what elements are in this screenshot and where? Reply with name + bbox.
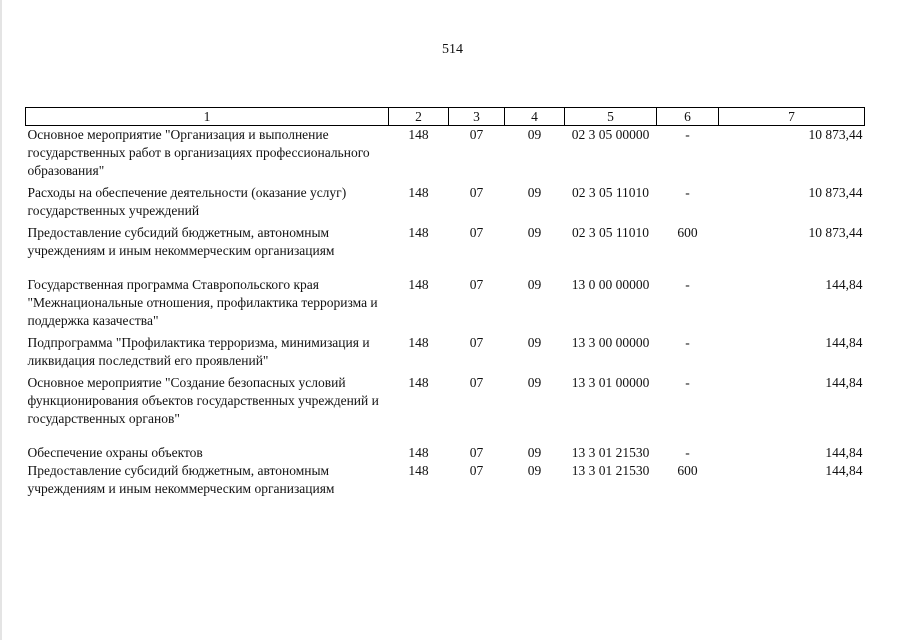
- table-row: [26, 184, 865, 220]
- row-ministry-code: 148: [408, 277, 429, 292]
- row-expense-type: -: [685, 185, 690, 200]
- column-header: 1: [26, 108, 389, 126]
- row-ministry-code: 148: [408, 335, 429, 350]
- column-header: 3: [449, 108, 505, 126]
- row-target-article: 13 3 01 21530: [571, 445, 650, 460]
- row-amount: 144,84: [825, 277, 863, 292]
- row-subsection: 09: [527, 185, 542, 200]
- row-ministry-code: 148: [408, 225, 429, 240]
- column-header: 5: [565, 108, 657, 126]
- row-section: 07: [469, 463, 484, 478]
- row-target-article: 13 0 00 00000: [571, 277, 650, 292]
- table-header-row: [26, 108, 865, 126]
- row-ministry-code: 148: [408, 185, 429, 200]
- row-expense-type: -: [685, 127, 690, 142]
- row-section: 07: [469, 375, 484, 390]
- row-subsection: 09: [527, 445, 542, 460]
- row-name: Государственная программа Ставропольского края "Межнациональные отношения, профилактика терроризма и поддержка казачества": [27, 277, 378, 328]
- budget-table: [25, 107, 865, 498]
- column-header: 7: [719, 108, 865, 126]
- row-target-article: 13 3 01 00000: [571, 375, 650, 390]
- column-header: 6: [657, 108, 719, 126]
- row-section: 07: [469, 127, 484, 142]
- row-expense-type: -: [685, 445, 690, 460]
- row-amount: 144,84: [825, 335, 863, 350]
- row-expense-type: -: [685, 277, 690, 292]
- row-target-article: 13 3 00 00000: [571, 335, 650, 350]
- page-left-edge: [0, 0, 2, 640]
- table-row: [26, 276, 865, 330]
- row-ministry-code: 148: [408, 127, 429, 142]
- row-name: Основное мероприятие "Организация и выполнение государственных работ в организациях профессионального образования": [27, 127, 370, 178]
- row-name: Обеспечение охраны объектов: [27, 445, 203, 460]
- row-expense-type: 600: [677, 225, 698, 240]
- row-section: 07: [469, 445, 484, 460]
- row-amount: 10 873,44: [808, 225, 863, 240]
- row-section: 07: [469, 335, 484, 350]
- row-name: Подпрограмма "Профилактика терроризма, минимизация и ликвидация последствий его проявлений": [27, 335, 370, 368]
- row-expense-type: 600: [677, 463, 698, 478]
- row-section: 07: [469, 185, 484, 200]
- table-row: [26, 462, 865, 498]
- row-section: 07: [469, 277, 484, 292]
- row-ministry-code: 148: [408, 375, 429, 390]
- table-row: [26, 126, 865, 181]
- row-ministry-code: 148: [408, 445, 429, 460]
- row-expense-type: -: [685, 375, 690, 390]
- row-name: Основное мероприятие "Создание безопасных условий функционирования объектов государственных учреждений и государственных органов": [27, 375, 379, 426]
- row-expense-type: -: [685, 335, 690, 350]
- row-amount: 144,84: [825, 375, 863, 390]
- row-subsection: 09: [527, 277, 542, 292]
- row-section: 07: [469, 225, 484, 240]
- table-row: [26, 224, 865, 260]
- row-name: Предоставление субсидий бюджетным, автономным учреждениям и иным некоммерческим организациям: [27, 463, 335, 496]
- row-target-article: 13 3 01 21530: [571, 463, 650, 478]
- page-number: 514: [442, 42, 463, 57]
- row-subsection: 09: [527, 225, 542, 240]
- table-row: [26, 334, 865, 370]
- row-subsection: 09: [527, 335, 542, 350]
- row-target-article: 02 3 05 00000: [571, 127, 650, 142]
- row-subsection: 09: [527, 375, 542, 390]
- row-amount: 144,84: [825, 445, 863, 460]
- column-header: 4: [505, 108, 565, 126]
- row-name: Предоставление субсидий бюджетным, автономным учреждениям и иным некоммерческим организациям: [27, 225, 335, 258]
- row-target-article: 02 3 05 11010: [571, 185, 650, 200]
- row-subsection: 09: [527, 463, 542, 478]
- row-amount: 10 873,44: [808, 185, 863, 200]
- row-name: Расходы на обеспечение деятельности (оказание услуг) государственных учреждений: [27, 185, 347, 218]
- row-amount: 144,84: [825, 463, 863, 478]
- column-header: 2: [389, 108, 449, 126]
- table-row: [26, 374, 865, 428]
- row-ministry-code: 148: [408, 463, 429, 478]
- table-row: [26, 444, 865, 462]
- row-amount: 10 873,44: [808, 127, 863, 142]
- row-subsection: 09: [527, 127, 542, 142]
- row-target-article: 02 3 05 11010: [571, 225, 650, 240]
